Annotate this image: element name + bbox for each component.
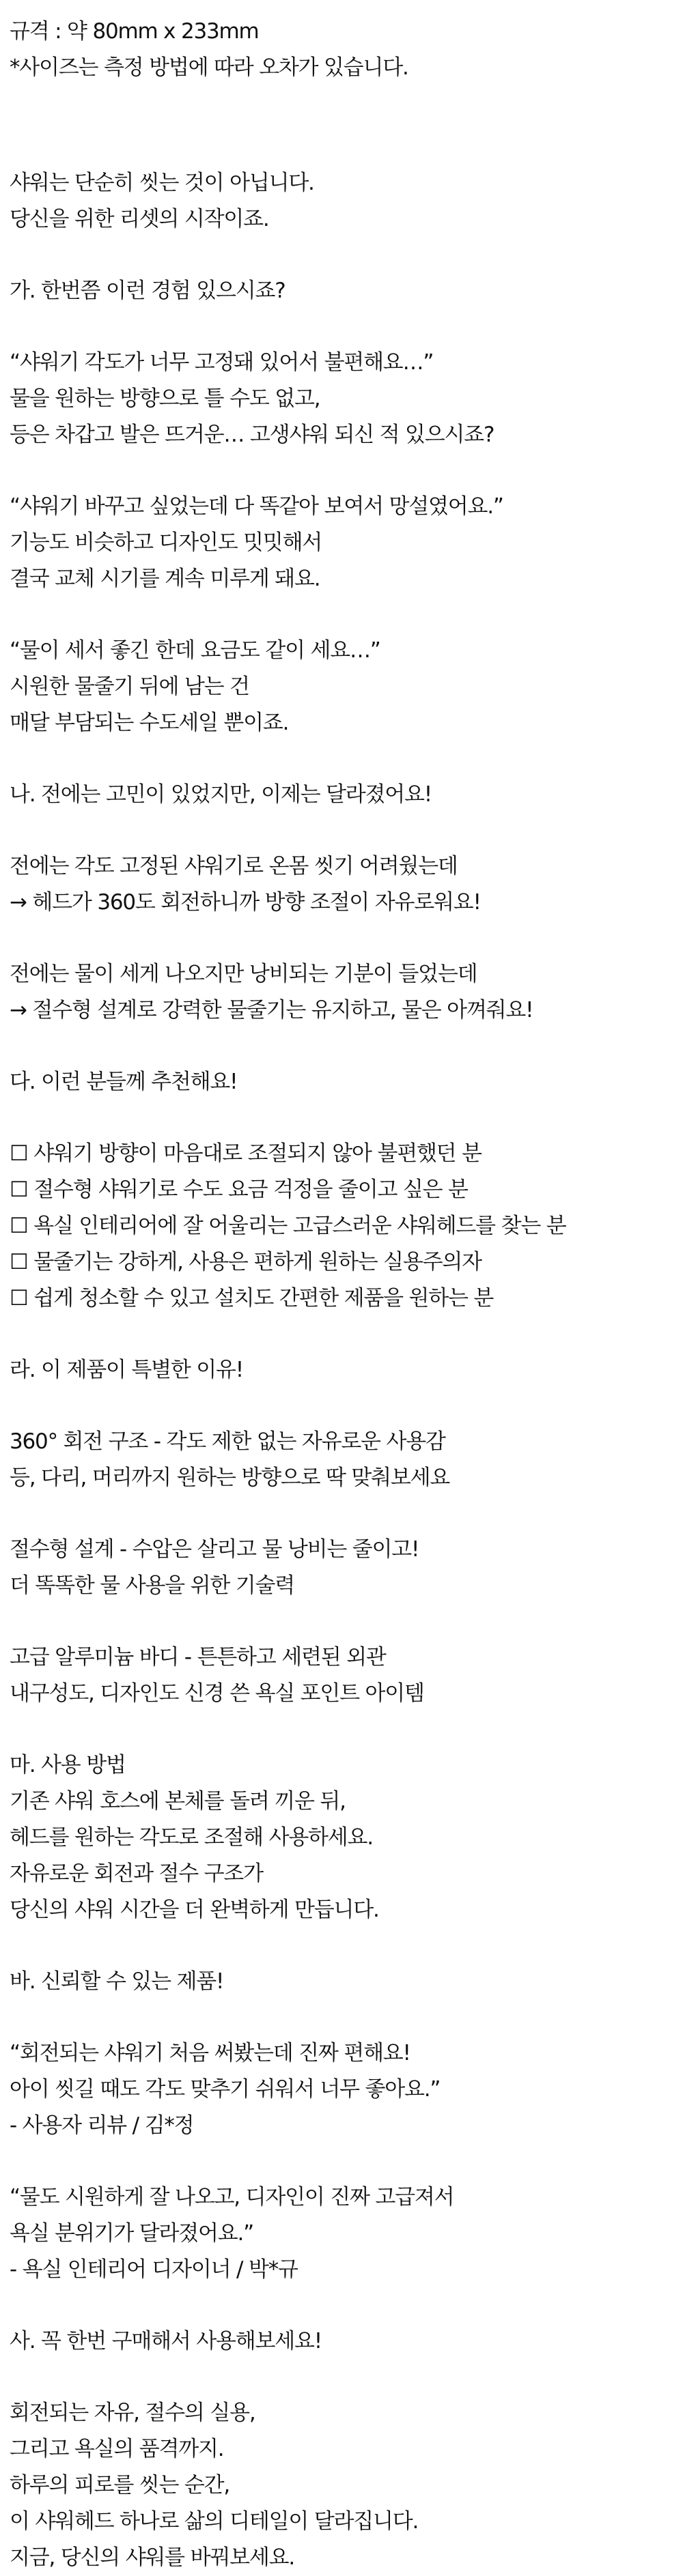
complaint-line: “물이 세서 좋긴 한데 요금도 같이 세요…” [10, 638, 380, 663]
intro-line: 당신을 위한 리셋의 시작이죠. [10, 207, 269, 231]
complaint-line: 매달 부담되는 수도세일 뿐이죠. [10, 711, 289, 735]
usage-line: 헤드를 원하는 각도로 조절해 사용하세요. [10, 1825, 373, 1850]
before-line: 전에는 물이 세게 나오지만 낭비되는 기분이 들었는데 [10, 962, 477, 986]
intro-block [10, 165, 683, 238]
spec-size: 규격 : 약 80mm x 233mm [10, 19, 259, 44]
complaint-line: 시원한 물줄기 뒤에 남는 건 [10, 674, 249, 699]
review-line: “물도 시원하게 잘 나오고, 디자인이 진짜 고급져서 [10, 2185, 454, 2209]
closing-line: 하루의 피로를 씻는 순간, [10, 2473, 230, 2498]
section-heading-features: 라. 이 제품이 특별한 이유! [10, 1358, 243, 1382]
complaint-line: “샤워기 각도가 너무 고정돼 있어서 불편해요…” [10, 350, 434, 375]
closing-line: 회전되는 자유, 절수의 실용, [10, 2401, 255, 2425]
complaint-line: “샤워기 바꾸고 싶었는데 다 똑같아 보여서 망설였어요.” [10, 494, 503, 519]
complaint-line: 물을 원하는 방향으로 틀 수도 없고, [10, 386, 320, 411]
usage-block [10, 1747, 683, 1928]
recommend-item: ☐ 샤워기 방향이 마음대로 조절되지 않아 불편했던 분 [10, 1141, 482, 1166]
feature-line: 고급 알루미늄 바디 - 튼튼하고 세련된 외관 [10, 1645, 386, 1670]
usage-line: 자유로운 회전과 절수 구조가 [10, 1861, 263, 1886]
usage-line: 당신의 샤워 시간을 더 완벽하게 만듭니다. [10, 1898, 379, 1922]
usage-line: 기존 샤워 호스에 본체를 돌려 끼운 뒤, [10, 1789, 346, 1814]
complaint-1 [10, 345, 683, 453]
recommend-item: ☐ 절수형 샤워기로 수도 요금 걱정을 줄이고 싶은 분 [10, 1177, 468, 1202]
section-heading-reviews: 바. 신뢰할 수 있는 제품! [10, 1969, 224, 1994]
complaint-line: 결국 교체 시기를 계속 미루게 돼요. [10, 567, 320, 591]
feature-line: 360° 회전 구조 - 각도 제한 없는 자유로운 사용감 [10, 1429, 445, 1454]
review-line: 욕실 분위기가 달라졌어요.” [10, 2221, 254, 2246]
after-line: → 절수형 설계로 강력한 물줄기는 유지하고, 물은 아껴줘요! [10, 998, 533, 1022]
recommend-item: ☐ 욕실 인테리어에 잘 어울리는 고급스러운 샤워헤드를 찾는 분 [10, 1214, 566, 1238]
closing-line: 지금, 당신의 샤워를 바꿔보세요. [10, 2545, 294, 2570]
review-author: - 욕실 인테리어 디자이너 / 박*규 [10, 2257, 298, 2282]
complaint-2 [10, 489, 683, 597]
review-2 [10, 2179, 683, 2288]
recommend-list [10, 1136, 683, 1317]
feature-aluminum-body [10, 1640, 683, 1712]
review-author: - 사용자 리뷰 / 김*정 [10, 2113, 194, 2138]
feature-water-saving [10, 1532, 683, 1604]
section-heading-recommend: 다. 이런 분들께 추천해요! [10, 1070, 238, 1094]
recommend-item: ☐ 쉽게 청소할 수 있고 설치도 간편한 제품을 원하는 분 [10, 1286, 494, 1311]
complaint-3 [10, 633, 683, 741]
after-line: → 헤드가 360도 회전하니까 방향 조절이 자유로워요! [10, 890, 481, 915]
section-heading-experience: 가. 한번쯤 이런 경험 있으시죠? [10, 278, 285, 303]
complaint-line: 등은 차갑고 발은 뜨거운… 고생샤워 되신 적 있으시죠? [10, 423, 494, 447]
feature-rotation [10, 1424, 683, 1496]
feature-line: 등, 다리, 머리까지 원하는 방향으로 딱 맞춰보세요 [10, 1465, 450, 1490]
closing-line: 이 샤워헤드 하나로 삶의 디테일이 달라집니다. [10, 2509, 419, 2534]
feature-line: 내구성도, 디자인도 신경 쓴 욕실 포인트 아이템 [10, 1681, 424, 1706]
feature-line: 절수형 설계 - 수압은 살리고 물 낭비는 줄이고! [10, 1537, 419, 1562]
feature-line: 더 똑똑한 물 사용을 위한 기술력 [10, 1573, 294, 1598]
spec-block [10, 14, 683, 86]
spec-note: *사이즈는 측정 방법에 따라 오차가 있습니다. [10, 55, 408, 80]
review-1 [10, 2035, 683, 2144]
before-after-2 [10, 956, 683, 1029]
section-heading-before-after: 나. 전에는 고민이 있었지만, 이제는 달라졌어요! [10, 782, 432, 807]
review-line: “회전되는 샤워기 처음 써봤는데 진짜 편해요! [10, 2041, 410, 2065]
before-after-1 [10, 848, 683, 921]
closing-line: 그리고 욕실의 품격까지. [10, 2437, 224, 2461]
intro-line: 샤워는 단순히 씻는 것이 아닙니다. [10, 171, 314, 195]
before-line: 전에는 각도 고정된 샤워기로 온몸 씻기 어려웠는데 [10, 854, 458, 878]
section-heading-purchase: 사. 꼭 한번 구매해서 사용해보세요! [10, 2329, 322, 2353]
complaint-line: 기능도 비슷하고 디자인도 밋밋해서 [10, 530, 322, 555]
closing-block [10, 2395, 683, 2576]
recommend-item: ☐ 물줄기는 강하게, 사용은 편하게 원하는 실용주의자 [10, 1250, 482, 1274]
section-heading-usage: 마. 사용 방법 [10, 1753, 126, 1777]
review-line: 아이 씻길 때도 각도 맞추기 쉬워서 너무 좋아요.” [10, 2077, 441, 2102]
